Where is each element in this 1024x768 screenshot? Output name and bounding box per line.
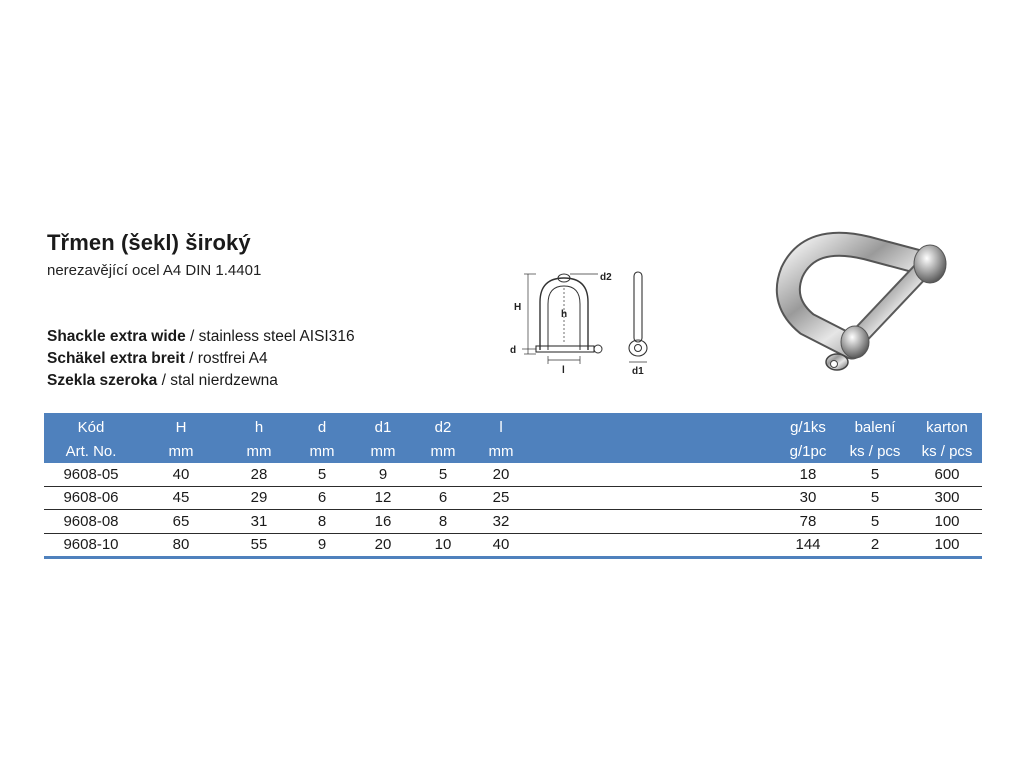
- translation-en-material: stainless steel AISI316: [198, 328, 355, 345]
- diagram-label-d1: d1: [632, 366, 644, 377]
- cell-kod: 9608-08: [44, 510, 138, 534]
- cell-H: 80: [138, 533, 224, 558]
- cell-karton: 600: [912, 463, 982, 486]
- table-row: [44, 463, 982, 486]
- cell-spacer: [532, 510, 778, 534]
- diagram-label-d2: d2: [600, 272, 612, 283]
- cell-weight: 78: [778, 510, 838, 534]
- cell-weight: 18: [778, 463, 838, 486]
- col-unit-karton: ks / pcs: [921, 442, 973, 460]
- col-header-spacer: [532, 413, 778, 439]
- translation-pl: [47, 370, 355, 392]
- cell-d2: 5: [416, 463, 470, 486]
- cell-d: 8: [294, 510, 350, 534]
- col-unit-kod: Art. No.: [65, 442, 117, 460]
- cell-h: 55: [224, 533, 294, 558]
- col-header-d2: d2: [434, 418, 452, 436]
- cell-karton: 100: [912, 533, 982, 558]
- cell-baleni: 5: [838, 510, 912, 534]
- shackle-photo: [762, 212, 962, 392]
- cell-H: 65: [138, 510, 224, 534]
- product-subtitle: nerezavějící ocel A4 DIN 1.4401: [47, 262, 262, 279]
- cell-d1: 12: [350, 486, 416, 510]
- cell-d2: 10: [416, 533, 470, 558]
- translation-de-material: rostfrei A4: [197, 350, 268, 367]
- col-unit-baleni: ks / pcs: [849, 442, 901, 460]
- cell-spacer: [532, 463, 778, 486]
- diagram-label-h: h: [561, 309, 568, 320]
- translation-pl-material: stal nierdzewna: [170, 372, 278, 389]
- cell-kod: 9608-10: [44, 533, 138, 558]
- cell-h: 29: [224, 486, 294, 510]
- col-unit-d1: mm: [370, 442, 396, 460]
- col-header-d1: d1: [374, 418, 392, 436]
- translation-de-name: Schäkel extra breit: [47, 350, 185, 367]
- translations: [47, 326, 355, 392]
- translation-en-name: Shackle extra wide: [47, 328, 186, 345]
- translation-de: [47, 348, 355, 370]
- translation-pl-name: Szekla szeroka: [47, 372, 158, 389]
- table-row: [44, 486, 982, 510]
- cell-baleni: 5: [838, 463, 912, 486]
- col-header-kod: Kód: [77, 418, 105, 436]
- translation-pl-sep: /: [157, 372, 171, 389]
- cell-d2: 8: [416, 510, 470, 534]
- col-unit-H: mm: [168, 442, 194, 460]
- translation-en-sep: /: [185, 328, 199, 345]
- cell-d1: 16: [350, 510, 416, 534]
- cell-karton: 100: [912, 510, 982, 534]
- cell-kod: 9608-06: [44, 486, 138, 510]
- cell-l: 32: [470, 510, 532, 534]
- diagram-label-l: l: [562, 365, 565, 376]
- table-row: [44, 533, 982, 558]
- col-header-karton: karton: [926, 418, 968, 436]
- table-header-units-row: [44, 439, 982, 463]
- col-header-baleni: balení: [854, 418, 896, 436]
- col-header-d: d: [317, 418, 327, 436]
- table-row: [44, 510, 982, 534]
- cell-l: 20: [470, 463, 532, 486]
- col-header-l: l: [499, 418, 503, 436]
- cell-spacer: [532, 533, 778, 558]
- cell-h: 31: [224, 510, 294, 534]
- cell-h: 28: [224, 463, 294, 486]
- cell-d: 5: [294, 463, 350, 486]
- cell-d1: 9: [350, 463, 416, 486]
- cell-H: 40: [138, 463, 224, 486]
- dimension-diagram: [500, 262, 660, 377]
- col-unit-d2: mm: [430, 442, 456, 460]
- col-unit-l: mm: [488, 442, 514, 460]
- cell-d1: 20: [350, 533, 416, 558]
- col-unit-weight: g/1pc: [789, 442, 827, 460]
- cell-kod: 9608-05: [44, 463, 138, 486]
- table-header-row: [44, 413, 982, 439]
- cell-baleni: 5: [838, 486, 912, 510]
- translation-de-sep: /: [184, 350, 198, 367]
- cell-l: 40: [470, 533, 532, 558]
- product-title: Třmen (šekl) široký: [47, 230, 251, 255]
- cell-karton: 300: [912, 486, 982, 510]
- cell-l: 25: [470, 486, 532, 510]
- col-unit-h: mm: [246, 442, 272, 460]
- col-header-H: H: [175, 418, 187, 436]
- col-unit-d: mm: [309, 442, 335, 460]
- diagram-label-d: d: [510, 345, 517, 356]
- col-header-h: h: [254, 418, 264, 436]
- cell-weight: 30: [778, 486, 838, 510]
- cell-d: 9: [294, 533, 350, 558]
- spec-table: [44, 413, 982, 559]
- cell-H: 45: [138, 486, 224, 510]
- cell-weight: 144: [778, 533, 838, 558]
- col-header-weight: g/1ks: [790, 418, 826, 436]
- cell-d: 6: [294, 486, 350, 510]
- diagram-label-H: H: [514, 302, 522, 313]
- translation-en: [47, 326, 355, 348]
- col-unit-spacer: [532, 439, 778, 463]
- cell-baleni: 2: [838, 533, 912, 558]
- cell-d2: 6: [416, 486, 470, 510]
- cell-spacer: [532, 486, 778, 510]
